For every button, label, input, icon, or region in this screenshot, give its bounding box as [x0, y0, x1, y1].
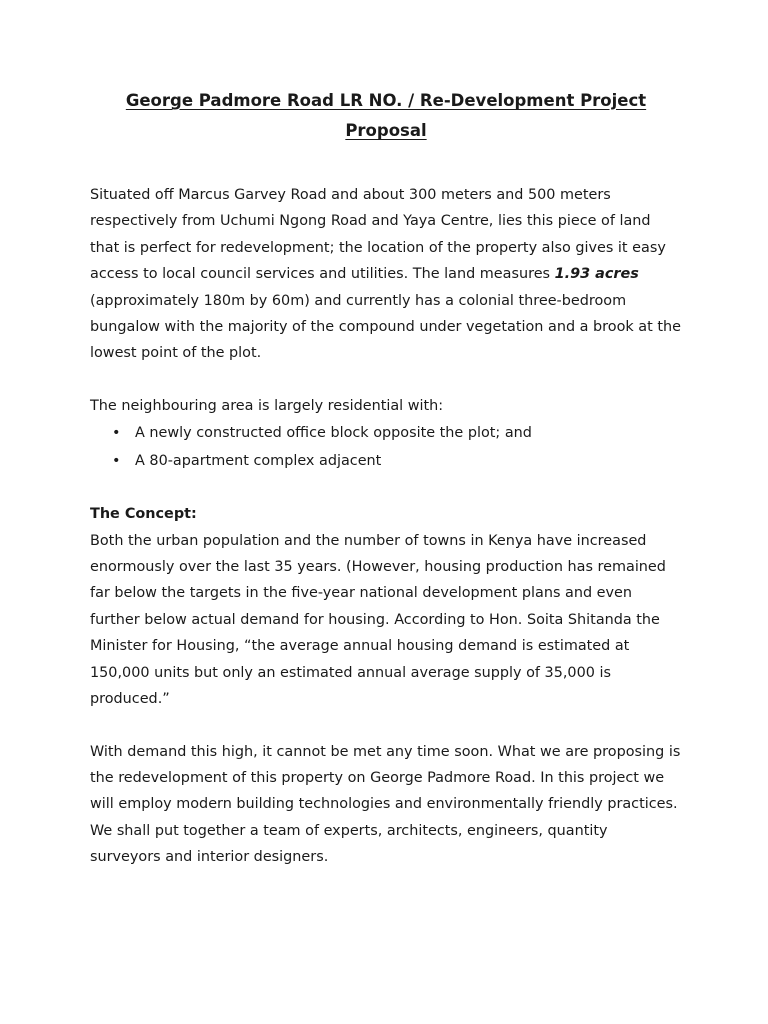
concept-heading: The Concept: [90, 506, 197, 523]
closing-paragraph: With demand this high, it cannot be met any time soon. What we are proposing is the redevelopment of this property on George Padmore Road. In this project we will employ modern building technologies and environmentally friendly practices. We shall put together a team of experts, architects, engineers, quantity surveyors and interior designers. [90, 743, 681, 866]
concept-paragraph: Both the urban population and the number of towns in Kenya have increased enormously over the last 35 years. (However, housing production has remained far below the targets in the five-year national development plans and even further below actual demand for housing. According to Hon. Soita Shitanda the Minister for Housing, “the average annual housing demand is estimated at 150,000 units but only an estimated annual average supply of 35,000 is produced.” [90, 532, 666, 708]
list-item-text: A newly constructed office block opposite the plot; and [135, 425, 532, 442]
title-line-1: George Padmore Road LR NO. / Re-Development Project [125, 91, 647, 110]
land-size-emphasis: 1.93 acres [554, 266, 639, 283]
list-item [90, 447, 682, 475]
neighbourhood-intro: The neighbouring area is largely residential with: [90, 397, 444, 414]
title-line-2: Proposal [345, 121, 427, 140]
document-page [90, 86, 682, 871]
document-title [90, 86, 682, 146]
bullet-icon: • [112, 425, 121, 442]
spacer [90, 713, 682, 739]
intro-text-part-1: Situated off Marcus Garvey Road and about 300 meters and 500 meters respectively from Uchumi Ngong Road and Yaya Centre, lies this piece of land that is perfect for redevelopment; the location of the property also gives it easy access to local council services and utilities. The land measures [90, 187, 666, 283]
spacer [90, 367, 682, 393]
list-item [90, 419, 682, 447]
neighbourhood-list [90, 419, 682, 475]
bullet-icon: • [112, 453, 121, 470]
intro-text-part-2: (approximately 180m by 60m) and currently has a colonial three-bedroom bungalow with the majority of the compound under vegetation and a brook at the lowest point of the plot. [90, 292, 681, 362]
list-item-text: A 80-apartment complex adjacent [135, 453, 382, 470]
spacer [90, 475, 682, 501]
intro-paragraph [90, 182, 682, 367]
